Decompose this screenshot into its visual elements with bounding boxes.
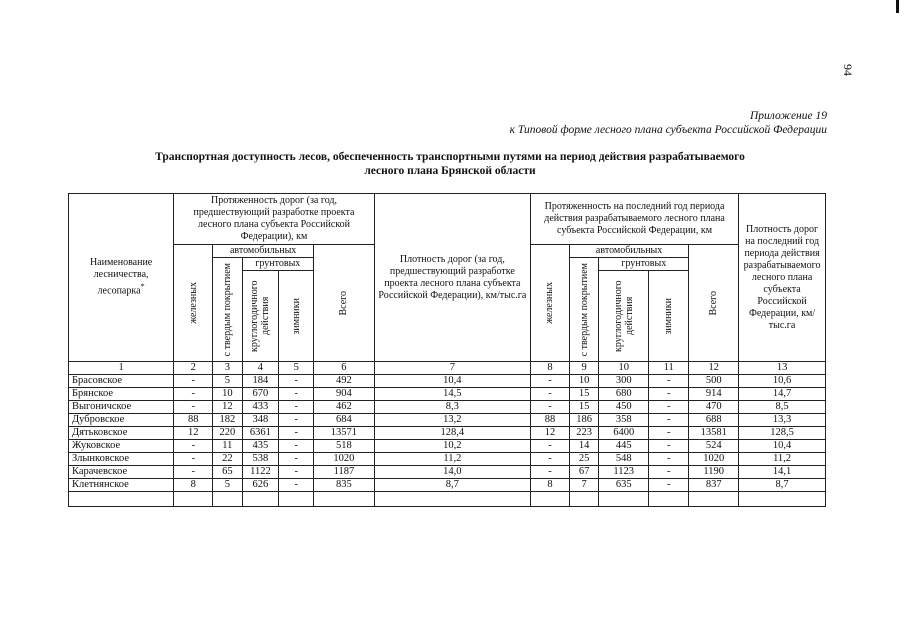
table-cell: 684 <box>314 414 375 427</box>
table-cell: 10,6 <box>739 375 826 388</box>
table-cell: 8,7 <box>374 479 530 492</box>
table-cell: 13581 <box>689 427 739 440</box>
table-cell: - <box>530 375 569 388</box>
table-cell: 626 <box>242 479 279 492</box>
forestry-name-cell: Дятьковское <box>69 427 174 440</box>
table-cell: 8,7 <box>739 479 826 492</box>
scan-edge-mark <box>896 0 899 13</box>
table-cell: - <box>649 440 689 453</box>
empty-cell <box>242 492 279 507</box>
empty-cell <box>739 492 826 507</box>
table-cell: 348 <box>242 414 279 427</box>
table-cell: - <box>649 401 689 414</box>
header-total-last: Всего <box>689 245 739 362</box>
title-line-2: лесного плана Брянской области <box>364 165 536 177</box>
header-hard-prev: с твердым покрытием <box>213 258 242 362</box>
col-num: 7 <box>374 362 530 375</box>
table-cell: 182 <box>213 414 242 427</box>
table-cell: 11,2 <box>739 453 826 466</box>
col-num: 9 <box>569 362 598 375</box>
table-cell: - <box>174 466 213 479</box>
col-num: 12 <box>689 362 739 375</box>
forestry-name-cell: Клетнянское <box>69 479 174 492</box>
empty-cell <box>314 492 375 507</box>
col-num: 4 <box>242 362 279 375</box>
col-num: 10 <box>599 362 649 375</box>
table-cell: 8 <box>530 479 569 492</box>
table-row <box>69 375 826 388</box>
header-allyear-prev: круглогодичного действия <box>242 271 279 362</box>
table-cell: 11,2 <box>374 453 530 466</box>
header-rail-last: железных <box>530 245 569 362</box>
table-cell: 1020 <box>689 453 739 466</box>
table-cell: 10,2 <box>374 440 530 453</box>
empty-cell <box>279 492 314 507</box>
col-num: 6 <box>314 362 375 375</box>
header-rail-prev: железных <box>174 245 213 362</box>
table-cell: 15 <box>569 388 598 401</box>
header-hard-last: с твердым покрытием <box>569 258 598 362</box>
forestry-name-cell: Выгоничское <box>69 401 174 414</box>
table-cell: 492 <box>314 375 375 388</box>
table-cell: 8,5 <box>739 401 826 414</box>
col-num: 1 <box>69 362 174 375</box>
table-row <box>69 401 826 414</box>
table-cell: 433 <box>242 401 279 414</box>
table-cell: 220 <box>213 427 242 440</box>
table-cell: - <box>279 388 314 401</box>
col-num: 8 <box>530 362 569 375</box>
table-cell: 1190 <box>689 466 739 479</box>
table-cell: - <box>174 375 213 388</box>
table-cell: - <box>279 466 314 479</box>
table-cell: 15 <box>569 401 598 414</box>
appendix-line-2: к Типовой форме лесного плана субъекта Российской Федерации <box>509 124 827 136</box>
table-cell: 680 <box>599 388 649 401</box>
document-title <box>100 150 800 178</box>
table-cell: 450 <box>599 401 649 414</box>
appendix-header <box>510 109 827 137</box>
table-cell: 14,1 <box>739 466 826 479</box>
table-cell: - <box>279 453 314 466</box>
table-cell: - <box>649 427 689 440</box>
forestry-name-cell: Дубровское <box>69 414 174 427</box>
forestry-name-cell: Карачевское <box>69 466 174 479</box>
table-cell: 186 <box>569 414 598 427</box>
empty-cell <box>649 492 689 507</box>
table-cell: 10 <box>213 388 242 401</box>
table-cell: 67 <box>569 466 598 479</box>
table-cell: - <box>279 427 314 440</box>
page-number: 94 <box>841 64 855 76</box>
empty-cell <box>689 492 739 507</box>
table-cell: 14,7 <box>739 388 826 401</box>
table-cell: - <box>530 388 569 401</box>
header-density-last: Плотность дорог на последний год периода действия разрабатываемого лесного плана субъекта Российской Федерации, км/тыс.га <box>739 194 826 362</box>
table-cell: 11 <box>213 440 242 453</box>
header-ground-prev: грунтовых <box>242 258 314 271</box>
table-cell: 12 <box>174 427 213 440</box>
forestry-name-cell: Брянское <box>69 388 174 401</box>
empty-cell <box>530 492 569 507</box>
header-group-last: Протяженность на последний год периода действия разрабатываемого лесного плана субъекта Российской Федерации, км <box>530 194 738 245</box>
header-winter-prev: зимники <box>279 271 314 362</box>
table-row <box>69 466 826 479</box>
empty-cell <box>174 492 213 507</box>
table-cell: 10 <box>569 375 598 388</box>
table-cell: 358 <box>599 414 649 427</box>
table-cell: 5 <box>213 375 242 388</box>
table-cell: - <box>530 453 569 466</box>
table-cell: 10,4 <box>374 375 530 388</box>
table-cell: 184 <box>242 375 279 388</box>
header-ground-last: грунтовых <box>599 258 689 271</box>
header-winter-last: зимники <box>649 271 689 362</box>
forestry-name-cell: Жуковское <box>69 440 174 453</box>
table-cell: - <box>174 440 213 453</box>
forestry-name-cell: Брасовское <box>69 375 174 388</box>
title-line-1: Транспортная доступность лесов, обеспеченность транспортными путями на период действия разрабатываемого <box>155 151 745 163</box>
table-cell: 128,5 <box>739 427 826 440</box>
table-row <box>69 427 826 440</box>
table-cell: 12 <box>213 401 242 414</box>
table-cell: 5 <box>213 479 242 492</box>
table-cell: - <box>649 466 689 479</box>
col-num: 13 <box>739 362 826 375</box>
table-cell: 14,5 <box>374 388 530 401</box>
header-auto-prev: автомобильных <box>213 245 314 258</box>
table-cell: 13,2 <box>374 414 530 427</box>
table-cell: 8,3 <box>374 401 530 414</box>
table-cell: 635 <box>599 479 649 492</box>
table-cell: 88 <box>174 414 213 427</box>
table-cell: 1123 <box>599 466 649 479</box>
forestry-name-cell: Злынковское <box>69 453 174 466</box>
table-row <box>69 414 826 427</box>
table-cell: 1122 <box>242 466 279 479</box>
col-num: 2 <box>174 362 213 375</box>
table-cell: 445 <box>599 440 649 453</box>
table-cell: - <box>530 466 569 479</box>
empty-cell <box>569 492 598 507</box>
table-cell: 435 <box>242 440 279 453</box>
table-cell: 1187 <box>314 466 375 479</box>
table-cell: - <box>649 453 689 466</box>
table-cell: - <box>174 401 213 414</box>
table-cell: - <box>279 479 314 492</box>
appendix-line-1: Приложение 19 <box>749 110 827 122</box>
table-cell: 904 <box>314 388 375 401</box>
table-cell: 914 <box>689 388 739 401</box>
header-density-prev: Плотность дорог (за год, предшествующий разработке проекта лесного плана субъекта Российской Федерации), км/тыс.га <box>374 194 530 362</box>
table-cell: 12 <box>530 427 569 440</box>
col-num: 11 <box>649 362 689 375</box>
table-row <box>69 440 826 453</box>
table-body <box>69 375 826 507</box>
table-cell: 10,4 <box>739 440 826 453</box>
empty-cell <box>599 492 649 507</box>
table-cell: 1020 <box>314 453 375 466</box>
table-cell: - <box>174 453 213 466</box>
table-cell: 128,4 <box>374 427 530 440</box>
table-cell: 518 <box>314 440 375 453</box>
empty-cell <box>69 492 174 507</box>
table-cell: 6400 <box>599 427 649 440</box>
table-cell: 300 <box>599 375 649 388</box>
header-total-prev: Всего <box>314 245 375 362</box>
transport-table <box>68 193 826 507</box>
table-cell: 223 <box>569 427 598 440</box>
header-auto-last: автомобильных <box>569 245 688 258</box>
table-cell: 14,0 <box>374 466 530 479</box>
empty-row <box>69 492 826 507</box>
table-cell: 670 <box>242 388 279 401</box>
table-cell: 462 <box>314 401 375 414</box>
table-cell: - <box>649 375 689 388</box>
table-cell: 538 <box>242 453 279 466</box>
table-cell: - <box>279 375 314 388</box>
table-cell: 500 <box>689 375 739 388</box>
table-cell: 548 <box>599 453 649 466</box>
table-cell: 25 <box>569 453 598 466</box>
table-cell: - <box>530 440 569 453</box>
table-row <box>69 479 826 492</box>
table-row <box>69 388 826 401</box>
table-cell: 22 <box>213 453 242 466</box>
header-name: Наименование лесничества, лесопарка* <box>69 194 174 362</box>
table-cell: 470 <box>689 401 739 414</box>
table-cell: 6361 <box>242 427 279 440</box>
table-cell: - <box>649 479 689 492</box>
table-cell: - <box>649 388 689 401</box>
table-cell: - <box>174 388 213 401</box>
table-cell: 13571 <box>314 427 375 440</box>
table-row <box>69 453 826 466</box>
table-cell: 835 <box>314 479 375 492</box>
table-cell: 65 <box>213 466 242 479</box>
table-cell: - <box>530 401 569 414</box>
table-cell: - <box>279 401 314 414</box>
table-cell: 13,3 <box>739 414 826 427</box>
table-cell: 88 <box>530 414 569 427</box>
table-cell: 688 <box>689 414 739 427</box>
empty-cell <box>374 492 530 507</box>
table-cell: 8 <box>174 479 213 492</box>
header-group-prev: Протяженность дорог (за год, предшествующий разработке проекта лесного плана субъекта Российской Федерации), км <box>174 194 375 245</box>
empty-cell <box>213 492 242 507</box>
col-num: 3 <box>213 362 242 375</box>
table-cell: 7 <box>569 479 598 492</box>
table-cell: 524 <box>689 440 739 453</box>
table-cell: - <box>279 440 314 453</box>
table-cell: 837 <box>689 479 739 492</box>
column-number-row <box>69 362 826 375</box>
table-cell: - <box>279 414 314 427</box>
header-allyear-last: круглогодичного действия <box>599 271 649 362</box>
table-cell: - <box>649 414 689 427</box>
col-num: 5 <box>279 362 314 375</box>
table-cell: 14 <box>569 440 598 453</box>
